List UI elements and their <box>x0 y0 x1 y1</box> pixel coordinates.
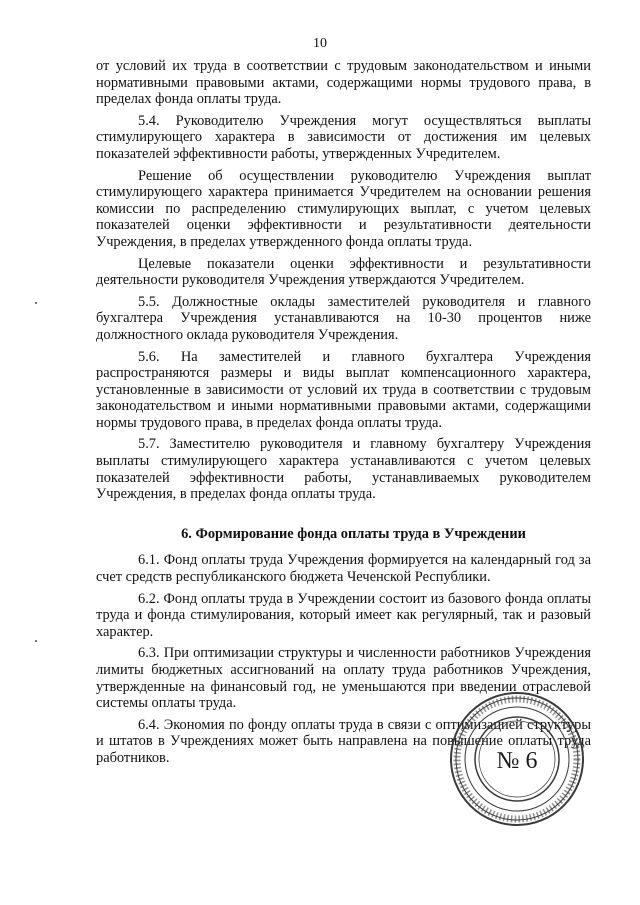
paragraph: Решение об осуществлении руководителю Учреждения выплат стимулирующего характера принимается Учредителем на основании решения комиссии по распределению стимулирующих выплат, с учетом целевых показателей оценки эффективности и результативности деятельности Учреждения, в пределах утвержденного фонда оплаты труда. <box>96 167 591 250</box>
paragraph: 5.5. Должностные оклады заместителей руководителя и главного бухгалтера Учреждения устанавливаются на 10-30 процентов ниже должностного оклада руководителя Учреждения. <box>96 293 591 343</box>
scan-speck <box>35 640 37 642</box>
official-stamp <box>448 690 586 828</box>
paragraph: Целевые показатели оценки эффективности и результативности деятельности руководителя Учреждения утверждаются Учредителем. <box>96 255 591 289</box>
paragraph: 6.4. Экономия по фонду оплаты труда в связи с оптимизацией структуры и штатов в Учреждениях может быть направлена на повышение оплаты труда работников. <box>96 716 591 766</box>
page-number: 10 <box>313 36 327 51</box>
paragraph: 6.2. Фонд оплаты труда в Учреждении состоит из базового фонда оплаты труда и фонда стимулирования, который имеет как регулярный, так и разовый характер. <box>96 590 591 640</box>
document-body <box>96 58 591 772</box>
paragraph: 5.6. На заместителей и главного бухгалтера Учреждения распространяются размеры и виды выплат компенсационного характера, установленные в зависимости от условий их труда в соответствии с трудовым законодательством и иными нормативными правовыми актами, содержащими нормы трудового права, в пределах фонда оплаты труда. <box>96 348 591 431</box>
paragraph: 5.7. Заместителю руководителя и главному бухгалтеру Учреждения выплаты стимулирующего характера устанавливаются с учетом целевых показателей эффективности работы, устанавливаемых руководителем Учреждения, в пределах фонда оплаты труда. <box>96 436 591 503</box>
paragraph: 5.4. Руководителю Учреждения могут осуществляться выплаты стимулирующего характера в зависимости от достижения им целевых показателей эффективности работы, утвержденных Учредителем. <box>96 112 591 162</box>
paragraph: 6.1. Фонд оплаты труда Учреждения формируется на календарный год за счет средств республиканского бюджета Чеченской Республики. <box>96 552 591 586</box>
paragraph: 6.3. При оптимизации структуры и численности работников Учреждения лимиты бюджетных ассигнований на оплату труда работников Учреждения, утвержденные на финансовый год, не уменьшаются при введении отраслевой системы оплаты труда. <box>96 645 591 712</box>
section-heading: 6. Формирование фонда оплаты труда в Учреждении <box>181 525 526 542</box>
stamp-number: № 6 <box>496 748 538 774</box>
scan-speck <box>35 302 37 304</box>
paragraph: от условий их труда в соответствии с трудовым законодательством и иными нормативными правовыми актами, содержащими нормы трудового права, в пределах фонда оплаты труда. <box>96 58 591 108</box>
